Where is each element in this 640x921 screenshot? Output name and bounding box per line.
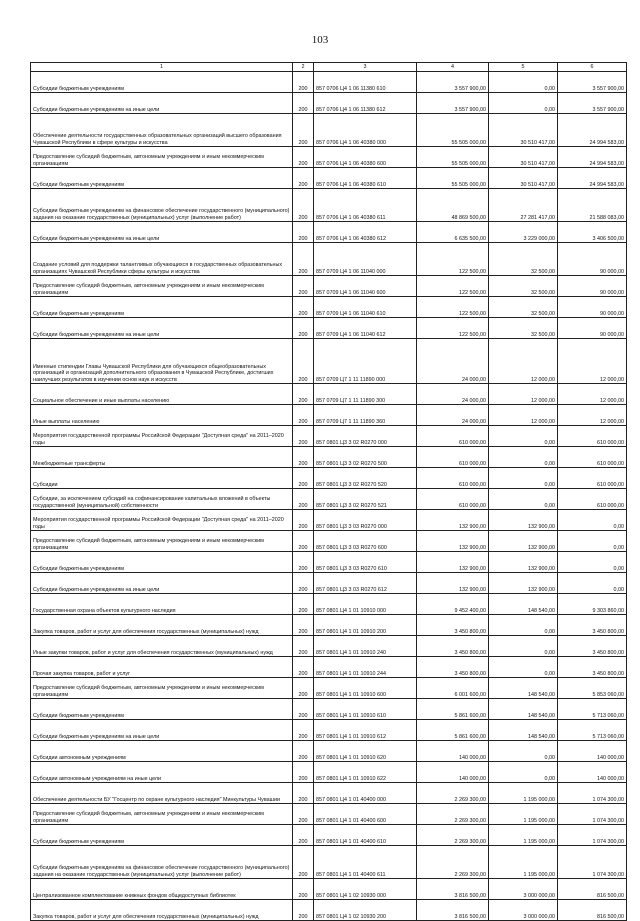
row-amount-cell: 32 500,00 (489, 318, 558, 339)
column-header: 4 (417, 63, 489, 72)
table-row (31, 318, 627, 339)
row-code-cell: 857 0801 Ц4 1 01 40400 600 (314, 804, 417, 825)
row-amount-cell: 30 510 417,00 (489, 147, 558, 168)
row-admin-cell: 200 (293, 900, 314, 921)
row-admin-cell: 200 (293, 339, 314, 384)
row-name-cell: Предоставление субсидий бюджетным, автономным учреждениям и иным некоммерческим организациям (31, 276, 293, 297)
row-amount-cell: 0,00 (489, 447, 558, 468)
row-amount-cell: 1 195 000,00 (489, 846, 558, 879)
column-header: 5 (489, 63, 558, 72)
row-amount-cell: 3 450 800,00 (558, 615, 627, 636)
row-code-cell: 857 0801 Ц3 3 02 R0270 521 (314, 489, 417, 510)
row-admin-cell: 200 (293, 552, 314, 573)
row-amount-cell: 55 505 000,00 (417, 168, 489, 189)
row-amount-cell: 132 900,00 (489, 573, 558, 594)
row-amount-cell: 24 994 583,00 (558, 168, 627, 189)
row-admin-cell: 200 (293, 147, 314, 168)
row-admin-cell: 200 (293, 489, 314, 510)
row-amount-cell: 1 195 000,00 (489, 783, 558, 804)
row-amount-cell: 55 505 000,00 (417, 147, 489, 168)
row-name-cell: Субсидии бюджетным учреждениям (31, 297, 293, 318)
row-code-cell: 857 0706 Ц4 1 06 11380 610 (314, 72, 417, 93)
row-amount-cell: 90 000,00 (558, 276, 627, 297)
row-name-cell: Иные выплаты населению (31, 405, 293, 426)
row-amount-cell: 148 540,00 (489, 720, 558, 741)
table-row (31, 720, 627, 741)
row-amount-cell: 3 229 000,00 (489, 222, 558, 243)
row-amount-cell: 0,00 (489, 615, 558, 636)
row-amount-cell: 140 000,00 (558, 741, 627, 762)
row-code-cell: 857 0801 Ц4 1 01 10910 620 (314, 741, 417, 762)
row-code-cell: 857 0709 Ц7 1 11 11890 300 (314, 384, 417, 405)
row-name-cell: Субсидии бюджетным учреждениям (31, 825, 293, 846)
row-amount-cell: 122 500,00 (417, 318, 489, 339)
table-row (31, 468, 627, 489)
row-amount-cell: 140 000,00 (558, 762, 627, 783)
table-row (31, 93, 627, 114)
row-admin-cell: 200 (293, 468, 314, 489)
row-amount-cell: 816 500,00 (558, 879, 627, 900)
row-name-cell: Субсидии бюджетным учреждениям на иные цели (31, 93, 293, 114)
row-amount-cell: 148 540,00 (489, 699, 558, 720)
row-amount-cell: 0,00 (489, 93, 558, 114)
row-amount-cell: 90 000,00 (558, 297, 627, 318)
table-row (31, 243, 627, 276)
row-amount-cell: 610 000,00 (558, 489, 627, 510)
table-row (31, 147, 627, 168)
row-admin-cell: 200 (293, 762, 314, 783)
row-amount-cell: 3 557 900,00 (417, 72, 489, 93)
row-admin-cell: 200 (293, 189, 314, 222)
row-amount-cell: 1 074 300,00 (558, 846, 627, 879)
row-name-cell: Субсидии бюджетным учреждениям (31, 699, 293, 720)
row-amount-cell: 3 450 800,00 (417, 657, 489, 678)
row-amount-cell: 27 281 417,00 (489, 189, 558, 222)
row-amount-cell: 0,00 (558, 531, 627, 552)
row-name-cell: Субсидии автономным учреждениям (31, 741, 293, 762)
table-row (31, 168, 627, 189)
table-header-row (31, 63, 627, 72)
row-admin-cell: 200 (293, 783, 314, 804)
row-name-cell: Обеспечение деятельности БУ "Госцентр по охране культурного наследия" Минкультуры Чувашии (31, 783, 293, 804)
row-amount-cell: 2 269 300,00 (417, 846, 489, 879)
row-amount-cell: 0,00 (558, 573, 627, 594)
table-row (31, 297, 627, 318)
row-amount-cell: 5 853 060,00 (558, 678, 627, 699)
row-amount-cell: 3 816 500,00 (417, 900, 489, 921)
row-name-cell: Централизованное комплектование книжных фондов общедоступных библиотек (31, 879, 293, 900)
row-amount-cell: 24 000,00 (417, 384, 489, 405)
row-admin-cell: 200 (293, 636, 314, 657)
table-row (31, 573, 627, 594)
row-code-cell: 857 0801 Ц3 3 03 R0270 610 (314, 552, 417, 573)
row-code-cell: 857 0801 Ц4 1 01 10910 612 (314, 720, 417, 741)
row-amount-cell: 12 000,00 (489, 339, 558, 384)
row-amount-cell: 6 001 600,00 (417, 678, 489, 699)
row-admin-cell: 200 (293, 168, 314, 189)
column-header: 2 (293, 63, 314, 72)
table-row (31, 114, 627, 147)
page-number: 103 (311, 34, 329, 46)
row-amount-cell: 12 000,00 (489, 405, 558, 426)
row-amount-cell: 3 816 500,00 (417, 879, 489, 900)
row-amount-cell: 32 500,00 (489, 297, 558, 318)
row-name-cell: Субсидии автономным учреждениям на иные цели (31, 762, 293, 783)
table-row (31, 426, 627, 447)
row-code-cell: 857 0801 Ц3 3 02 R0270 000 (314, 426, 417, 447)
row-amount-cell: 610 000,00 (417, 468, 489, 489)
row-name-cell: Государственная охрана объектов культурного наследия (31, 594, 293, 615)
row-amount-cell: 3 450 800,00 (417, 615, 489, 636)
row-amount-cell: 9 303 860,00 (558, 594, 627, 615)
table-row (31, 189, 627, 222)
table-row (31, 846, 627, 879)
row-amount-cell: 0,00 (489, 657, 558, 678)
row-code-cell: 857 0801 Ц4 1 01 10910 240 (314, 636, 417, 657)
table-row (31, 678, 627, 699)
row-code-cell: 857 0706 Ц4 1 06 40380 611 (314, 189, 417, 222)
row-code-cell: 857 0801 Ц3 3 03 R0270 612 (314, 573, 417, 594)
row-name-cell: Закупка товаров, работ и услуг для обеспечения государственных (муниципальных) нужд (31, 900, 293, 921)
row-name-cell: Создание условий для поддержки талантливых обучающихся в государственных образовательных организациях Чувашской Республики сферы культуры и искусства (31, 243, 293, 276)
row-admin-cell: 200 (293, 531, 314, 552)
row-amount-cell: 132 900,00 (417, 531, 489, 552)
row-name-cell: Социальное обеспечение и иные выплаты населению (31, 384, 293, 405)
row-amount-cell: 816 500,00 (558, 900, 627, 921)
row-amount-cell: 32 500,00 (489, 276, 558, 297)
row-name-cell: Субсидии, за исключением субсидий на софинансирование капитальных вложений в объекты государственной (муниципальной) собственности (31, 489, 293, 510)
row-amount-cell: 3 450 800,00 (558, 657, 627, 678)
row-amount-cell: 132 900,00 (489, 531, 558, 552)
table-row (31, 222, 627, 243)
row-amount-cell: 12 000,00 (489, 384, 558, 405)
budget-table (30, 62, 627, 921)
row-amount-cell: 122 500,00 (417, 243, 489, 276)
row-amount-cell: 122 500,00 (417, 297, 489, 318)
row-amount-cell: 0,00 (489, 741, 558, 762)
row-name-cell: Субсидии (31, 468, 293, 489)
table-row (31, 531, 627, 552)
row-code-cell: 857 0706 Ц4 1 06 40380 612 (314, 222, 417, 243)
row-amount-cell: 0,00 (489, 468, 558, 489)
row-amount-cell: 1 074 300,00 (558, 825, 627, 846)
row-amount-cell: 132 900,00 (417, 573, 489, 594)
table-row (31, 879, 627, 900)
table-row (31, 657, 627, 678)
row-code-cell: 857 0801 Ц4 1 02 10930 000 (314, 879, 417, 900)
row-amount-cell: 5 713 060,00 (558, 720, 627, 741)
row-amount-cell: 3 557 900,00 (558, 72, 627, 93)
row-code-cell: 857 0801 Ц3 3 03 R0270 000 (314, 510, 417, 531)
table-row (31, 900, 627, 921)
row-amount-cell: 3 557 900,00 (558, 93, 627, 114)
row-amount-cell: 3 450 800,00 (558, 636, 627, 657)
row-amount-cell: 148 540,00 (489, 594, 558, 615)
row-amount-cell: 6 635 500,00 (417, 222, 489, 243)
row-amount-cell: 3 406 500,00 (558, 222, 627, 243)
row-admin-cell: 200 (293, 222, 314, 243)
table-row (31, 804, 627, 825)
column-header: 1 (31, 63, 293, 72)
row-code-cell: 857 0709 Ц7 1 11 11890 000 (314, 339, 417, 384)
column-header: 6 (558, 63, 627, 72)
row-admin-cell: 200 (293, 72, 314, 93)
row-name-cell: Мероприятия государственной программы Российской Федерации "Доступная среда" на 2011–2020 годы (31, 510, 293, 531)
row-code-cell: 857 0801 Ц4 1 01 10910 200 (314, 615, 417, 636)
row-admin-cell: 200 (293, 615, 314, 636)
table-row (31, 762, 627, 783)
row-amount-cell: 1 195 000,00 (489, 825, 558, 846)
row-code-cell: 857 0801 Ц3 3 03 R0270 600 (314, 531, 417, 552)
row-amount-cell: 610 000,00 (558, 468, 627, 489)
row-amount-cell: 610 000,00 (558, 447, 627, 468)
row-amount-cell: 5 861 600,00 (417, 720, 489, 741)
row-amount-cell: 12 000,00 (558, 384, 627, 405)
row-name-cell: Предоставление субсидий бюджетным, автономным учреждениям и иным некоммерческим организациям (31, 804, 293, 825)
row-amount-cell: 148 540,00 (489, 678, 558, 699)
table-row (31, 72, 627, 93)
row-code-cell: 857 0801 Ц4 1 01 10910 000 (314, 594, 417, 615)
table-row (31, 447, 627, 468)
row-admin-cell: 200 (293, 276, 314, 297)
table-row (31, 636, 627, 657)
row-admin-cell: 200 (293, 879, 314, 900)
row-admin-cell: 200 (293, 405, 314, 426)
row-amount-cell: 132 900,00 (417, 510, 489, 531)
table-row (31, 384, 627, 405)
row-code-cell: 857 0801 Ц4 1 01 10910 600 (314, 678, 417, 699)
row-name-cell: Субсидии бюджетным учреждениям на иные цели (31, 318, 293, 339)
row-name-cell: Субсидии бюджетным учреждениям (31, 168, 293, 189)
row-name-cell: Предоставление субсидий бюджетным, автономным учреждениям и иным некоммерческим организациям (31, 678, 293, 699)
row-name-cell: Предоставление субсидий бюджетным, автономным учреждениям и иным некоммерческим организациям (31, 531, 293, 552)
row-amount-cell: 132 900,00 (489, 510, 558, 531)
row-amount-cell: 140 000,00 (417, 762, 489, 783)
row-name-cell: Обеспечение деятельности государственных образовательных организаций высшего образования Чувашской Республики в сфере культуры и искусства (31, 114, 293, 147)
row-admin-cell: 200 (293, 678, 314, 699)
row-admin-cell: 200 (293, 594, 314, 615)
row-amount-cell: 2 269 300,00 (417, 783, 489, 804)
row-code-cell: 857 0709 Ц4 1 06 11040 600 (314, 276, 417, 297)
row-amount-cell: 3 000 000,00 (489, 879, 558, 900)
table-body (31, 72, 627, 921)
row-code-cell: 857 0706 Ц4 1 06 40380 600 (314, 147, 417, 168)
row-amount-cell: 610 000,00 (558, 426, 627, 447)
row-amount-cell: 30 510 417,00 (489, 114, 558, 147)
row-name-cell: Субсидии бюджетным учреждениям на финансовое обеспечение государственного (муниципального) задания на оказание государственных (муниципальных) услуг (выполнение работ) (31, 846, 293, 879)
row-admin-cell: 200 (293, 426, 314, 447)
table-row (31, 276, 627, 297)
row-amount-cell: 610 000,00 (417, 489, 489, 510)
row-amount-cell: 90 000,00 (558, 243, 627, 276)
table-row (31, 699, 627, 720)
row-admin-cell: 200 (293, 384, 314, 405)
row-amount-cell: 0,00 (489, 72, 558, 93)
row-admin-cell: 200 (293, 447, 314, 468)
row-name-cell: Субсидии бюджетным учреждениям на иные цели (31, 573, 293, 594)
row-code-cell: 857 0801 Ц4 1 02 10930 200 (314, 900, 417, 921)
row-name-cell: Иные закупки товаров, работ и услуг для обеспечения государственных (муниципальных) нужд (31, 636, 293, 657)
row-amount-cell: 30 510 417,00 (489, 168, 558, 189)
row-admin-cell: 200 (293, 657, 314, 678)
row-amount-cell: 0,00 (489, 426, 558, 447)
row-name-cell: Субсидии бюджетным учреждениям (31, 552, 293, 573)
table-row (31, 552, 627, 573)
row-amount-cell: 0,00 (489, 636, 558, 657)
row-code-cell: 857 0801 Ц4 1 01 10910 622 (314, 762, 417, 783)
row-admin-cell: 200 (293, 699, 314, 720)
row-amount-cell: 24 994 583,00 (558, 147, 627, 168)
row-code-cell: 857 0709 Ц7 1 11 11890 360 (314, 405, 417, 426)
row-amount-cell: 5 713 060,00 (558, 699, 627, 720)
row-code-cell: 857 0801 Ц4 1 01 40400 611 (314, 846, 417, 879)
row-admin-cell: 200 (293, 825, 314, 846)
row-amount-cell: 1 195 000,00 (489, 804, 558, 825)
row-name-cell: Мероприятия государственной программы Российской Федерации "Доступная среда" на 2011–2020 годы (31, 426, 293, 447)
row-name-cell: Субсидии бюджетным учреждениям на иные цели (31, 222, 293, 243)
row-amount-cell: 132 900,00 (417, 552, 489, 573)
row-amount-cell: 5 861 600,00 (417, 699, 489, 720)
row-code-cell: 857 0709 Ц4 1 06 11040 000 (314, 243, 417, 276)
row-amount-cell: 2 269 300,00 (417, 825, 489, 846)
row-admin-cell: 200 (293, 573, 314, 594)
row-amount-cell: 21 588 083,00 (558, 189, 627, 222)
row-name-cell: Межбюджетные трансферты (31, 447, 293, 468)
table-row (31, 594, 627, 615)
table-row (31, 825, 627, 846)
row-admin-cell: 200 (293, 318, 314, 339)
row-amount-cell: 90 000,00 (558, 318, 627, 339)
table-row (31, 339, 627, 384)
row-admin-cell: 200 (293, 243, 314, 276)
row-amount-cell: 0,00 (489, 489, 558, 510)
row-name-cell: Именные стипендии Главы Чувашской Республики для обучающихся общеобразовательных организаций и организаций дополнительного образования в Чувашской Республике, достигших наилучших результатов в изучении основ наук и искусств (31, 339, 293, 384)
row-code-cell: 857 0801 Ц4 1 01 40400 610 (314, 825, 417, 846)
table-row (31, 783, 627, 804)
row-amount-cell: 32 500,00 (489, 243, 558, 276)
row-amount-cell: 3 557 900,00 (417, 93, 489, 114)
row-code-cell: 857 0801 Ц4 1 01 40400 000 (314, 783, 417, 804)
row-code-cell: 857 0801 Ц4 1 01 10910 244 (314, 657, 417, 678)
row-admin-cell: 200 (293, 114, 314, 147)
table-row (31, 489, 627, 510)
row-amount-cell: 0,00 (558, 510, 627, 531)
row-amount-cell: 0,00 (558, 552, 627, 573)
row-amount-cell: 132 900,00 (489, 552, 558, 573)
row-admin-cell: 200 (293, 804, 314, 825)
row-amount-cell: 3 000 000,00 (489, 900, 558, 921)
row-amount-cell: 610 000,00 (417, 426, 489, 447)
row-amount-cell: 122 500,00 (417, 276, 489, 297)
row-code-cell: 857 0801 Ц4 1 01 10910 610 (314, 699, 417, 720)
row-amount-cell: 24 000,00 (417, 339, 489, 384)
row-amount-cell: 3 450 800,00 (417, 636, 489, 657)
row-code-cell: 857 0706 Ц4 1 06 40380 000 (314, 114, 417, 147)
table-row (31, 405, 627, 426)
row-admin-cell: 200 (293, 846, 314, 879)
row-admin-cell: 200 (293, 297, 314, 318)
row-name-cell: Предоставление субсидий бюджетным, автономным учреждениям и иным некоммерческим организациям (31, 147, 293, 168)
row-name-cell: Субсидии бюджетным учреждениям на финансовое обеспечение государственного (муниципального) задания на оказание государственных (муниципальных) услуг (выполнение работ) (31, 189, 293, 222)
row-code-cell: 857 0709 Ц4 1 06 11040 612 (314, 318, 417, 339)
row-amount-cell: 12 000,00 (558, 339, 627, 384)
row-code-cell: 857 0801 Ц3 3 02 R0270 520 (314, 468, 417, 489)
row-amount-cell: 55 505 000,00 (417, 114, 489, 147)
row-name-cell: Субсидии бюджетным учреждениям (31, 72, 293, 93)
table-row (31, 510, 627, 531)
row-code-cell: 857 0709 Ц4 1 06 11040 610 (314, 297, 417, 318)
row-name-cell: Прочая закупка товаров, работ и услуг (31, 657, 293, 678)
row-name-cell: Закупка товаров, работ и услуг для обеспечения государственных (муниципальных) нужд (31, 615, 293, 636)
row-amount-cell: 140 000,00 (417, 741, 489, 762)
row-admin-cell: 200 (293, 720, 314, 741)
row-amount-cell: 24 000,00 (417, 405, 489, 426)
column-header: 3 (314, 63, 417, 72)
row-amount-cell: 1 074 300,00 (558, 783, 627, 804)
row-amount-cell: 1 074 300,00 (558, 804, 627, 825)
row-amount-cell: 610 000,00 (417, 447, 489, 468)
row-admin-cell: 200 (293, 741, 314, 762)
row-amount-cell: 0,00 (489, 762, 558, 783)
row-code-cell: 857 0801 Ц3 3 02 R0270 500 (314, 447, 417, 468)
row-code-cell: 857 0706 Ц4 1 06 11380 612 (314, 93, 417, 114)
row-amount-cell: 48 869 500,00 (417, 189, 489, 222)
row-code-cell: 857 0706 Ц4 1 06 40380 610 (314, 168, 417, 189)
table-row (31, 741, 627, 762)
row-amount-cell: 24 994 583,00 (558, 114, 627, 147)
row-amount-cell: 9 452 400,00 (417, 594, 489, 615)
row-amount-cell: 2 269 300,00 (417, 804, 489, 825)
row-admin-cell: 200 (293, 93, 314, 114)
row-name-cell: Субсидии бюджетным учреждениям на иные цели (31, 720, 293, 741)
table-row (31, 615, 627, 636)
row-admin-cell: 200 (293, 510, 314, 531)
row-amount-cell: 12 000,00 (558, 405, 627, 426)
